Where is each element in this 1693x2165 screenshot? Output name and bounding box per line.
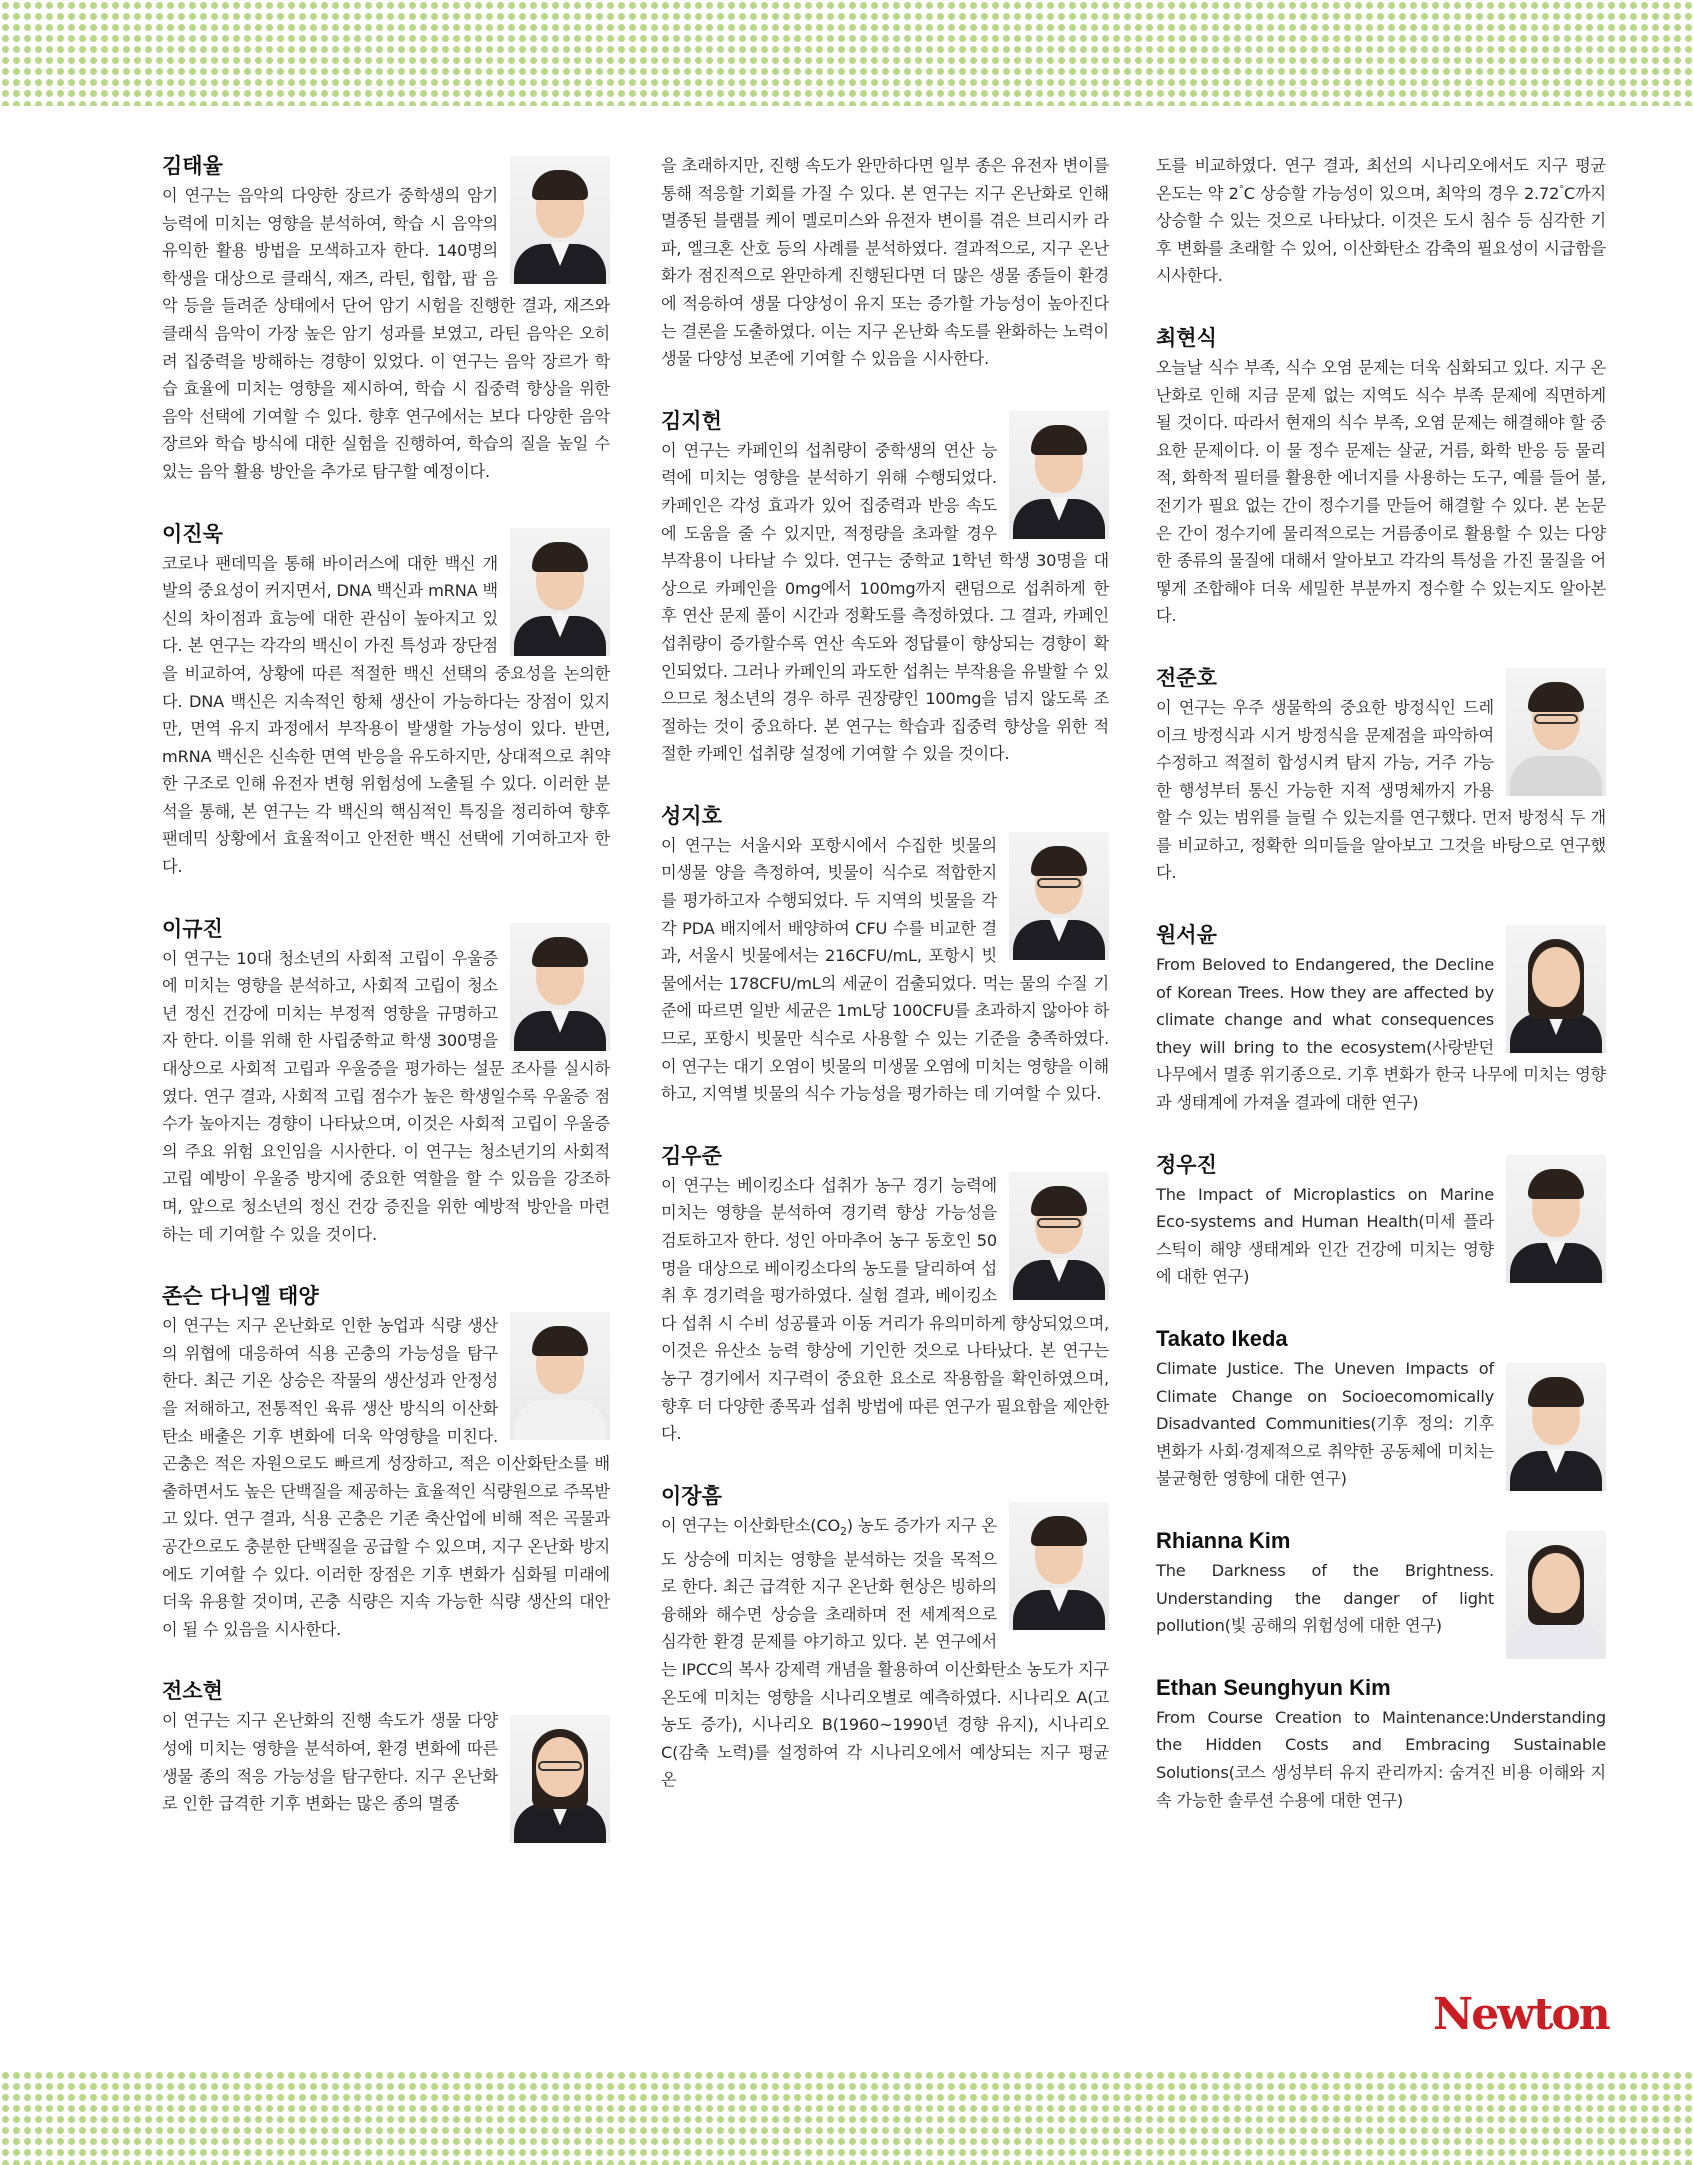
entry-jeong-ujin [1156, 1151, 1606, 1291]
entry-jeon-sohyun-cont [661, 152, 1109, 373]
column-2 [661, 152, 1109, 1828]
student-photo [510, 156, 610, 284]
entry-johnson [162, 1282, 610, 1643]
entry-jeon-sohyun [162, 1677, 610, 1817]
student-photo [1009, 411, 1109, 539]
abstract-text: The Darkness of the Brightness. Understanding the danger of light pollution(빛 공해의 위험성에 대한 연구) [1156, 1560, 1494, 1636]
column-3 [1156, 152, 1606, 1848]
abstract-text: 이 연구는 10대 청소년의 사회적 고립이 우울증에 미치는 영향을 분석하고, 사회적 고립이 청소년 정신 건강에 미치는 부정적 영향을 규명하고자 한다. 이를 위해 한 사립중학교 학생 300명을 대상으로 사회적 고립과 우울증을 평가하는 설문 조사를 실시하였다. 연구 결과, 사회적 고립 점수가 높은 학생일수록 우울증 점수가 높아지는 경향이 나타났으며, 이것은 사회적 고립이 우울증의 주요 위험 요인임을 시사한다. 이 연구는 청소년기의 사회적 고립 예방이 우울증 방지에 중요한 역할을 할 수 있음을 강조하며, 앞으로 청소년의 정신 건강 증진을 위한 예방적 방안을 마련하는 데 기여할 수 있을 것이다. [162, 948, 610, 1244]
student-photo [510, 528, 610, 656]
author-name: 이진욱 [162, 521, 223, 546]
author-name: 전소현 [162, 1679, 223, 1704]
entry-rhianna [1156, 1527, 1606, 1640]
entry-choi-hyunsik [1156, 324, 1606, 630]
abstract-text: 이 연구는 우주 생물학의 중요한 방정식인 드레이크 방정식과 시거 방정식을 문제점을 파악하여 수정하고 적절히 합성시켜 탐지 가능, 거주 가능한 행성부터 통신 가능한 지적 생명체까지 가용할 수 있는 범위를 늘릴 수 있는지를 연구했다. 먼저 방정식 두 개를 비교하고, 정확한 의미들을 알아보고 그것을 바탕으로 연구했다. [1156, 697, 1606, 883]
student-photo [1009, 1172, 1109, 1300]
subscript-2: 2 [839, 1524, 847, 1538]
author-name: 김우준 [661, 1143, 722, 1168]
bottom-dot-border [0, 2070, 1693, 2165]
author-name: 정우진 [1156, 1152, 1217, 1177]
abstract-text: 이 연구는 지구 온난화의 진행 속도가 생물 다양성에 미치는 영향을 분석하여, 환경 변화에 따른 생물 종의 적응 가능성을 탐구한다. 지구 온난화로 인한 급격한 기후 변화는 많은 종의 멸종 [162, 1711, 498, 1814]
student-photo [1506, 668, 1606, 796]
entry-lee-gyujin [162, 915, 610, 1249]
author-name: 이규진 [162, 916, 223, 941]
student-photo [1506, 925, 1606, 1053]
abstract-text-continued [1156, 152, 1606, 290]
text-part-b: ) 농도 증가가 지구 온도 상승에 미치는 영향을 분석하는 것을 목적으로 한다. 최근 급격한 지구 온난화 현상은 빙하의 융해와 해수면 상승을 초래하며 전 세계적으로 심각한 환경 문제를 야기하고 있다. 본 연구에서는 IPCC의 복사 강제력 개념을 활용하여 이산화탄소 농도가 지구 온도에 미치는 영향을 시나리오별로 예측하였다. 시나리오 A(고농도 증가), 시나리오 B(1960~1990년 경향 유지), 시나리오 C(감축 노력)를 설정하여 각 시나리오에서 예상되는 지구 평균 온 [661, 1515, 1109, 1790]
top-dot-border [0, 0, 1693, 106]
abstract-text: 이 연구는 서울시와 포항시에서 수집한 빗물의 미생물 양을 측정하여, 빗물이 식수로 적합한지를 평가하고자 수행되었다. 두 지역의 빗물을 각각 PDA 배지에서 배양하여 CFU 수를 비교한 결과, 서울시 빗물에서는 216CFU/mL, 포항시 빗물에서는 178CFU/mL의 세균이 검출되었다. 먹는 물의 수질 기준에 따르면 일반 세균은 1mL당 100CFU를 초과하지 않아야 하므로, 포항시 빗물만 식수로 사용할 수 있는 기준을 충족하였다. 이 연구는 대기 오염이 빗물의 미생물 오염에 미치는 영향을 이해하고, 지역별 빗물의 식수 가능성을 평가하는 데 기여할 수 있다. [661, 835, 1109, 1104]
entry-takato [1156, 1325, 1606, 1493]
degree-symbol: ° [1559, 184, 1565, 196]
abstract-text: 이 연구는 베이킹소다 섭취가 농구 경기 능력에 미치는 영향을 분석하여 경기력 향상 가능성을 검토하고자 한다. 성인 아마추어 농구 동호인 50명을 대상으로 베이킹소다의 농도를 달리하여 섭취 후 경기력을 평가하였다. 실험 결과, 베이킹소다 섭취 시 수비 성공률과 이동 거리가 유의미하게 향상되었으며, 이것은 유산소 능력 향상에 기인한 것으로 나타났다. 본 연구는 농구 경기에서 지구력이 중요한 요소로 작용함을 확인하였으며, 향후 더 다양한 종목과 섭취 방법에 따른 연구가 필요함을 제안한다. [661, 1175, 1109, 1444]
abstract-text: 이 연구는 지구 온난화로 인한 농업과 식량 생산의 위협에 대응하여 식용 곤충의 가능성을 탐구한다. 최근 기온 상승은 작물의 생산성과 안정성을 저해하고, 전통적인 육류 생산 방식의 이산화탄소 배출은 기후 변화에 더욱 악영향을 미친다. 곤충은 적은 자원으로도 빠르게 성장하고, 적은 이산화탄소를 배출하면서도 높은 단백질을 제공하는 효율적인 식량원으로 주목받고 있다. 연구 결과, 식용 곤충은 기존 축산업에 비해 적은 곡물과 공간으로도 충분한 단백질을 공급할 수 있으며, 지구 온난화 방지에도 기여할 수 있다. 이러한 장점은 기후 변화가 심화될 미래에 더욱 유용할 것이며, 곤충 식량은 지속 가능한 식량 생산의 대안이 될 수 있음을 시사한다. [162, 1316, 610, 1639]
student-photo [1009, 832, 1109, 960]
student-photo [510, 1312, 610, 1440]
author-name: 원서윤 [1156, 923, 1217, 948]
student-photo [1506, 1531, 1606, 1659]
student-photo [510, 1715, 610, 1843]
text-part-c2: C 상승할 가능성이 있으며, 최악의 경우 2.72 [1243, 183, 1560, 203]
author-name: Ethan Seunghyun Kim [1156, 1674, 1391, 1700]
author-name: Takato Ikeda [1156, 1326, 1288, 1351]
author-name: Rhianna Kim [1156, 1527, 1291, 1553]
student-photo [1506, 1363, 1606, 1491]
text-part-c3: C까지 상승할 수 있는 것으로 나타났다. 이것은 도시 침수 등 심각한 기후 변화를 초래할 수 있어, 이산화탄소 감축의 필요성이 시급함을 시사한다. [1156, 183, 1606, 286]
author-name: 성지호 [661, 803, 722, 828]
author-name: 최현식 [1156, 325, 1217, 350]
abstract-text: 코로나 팬데믹을 통해 바이러스에 대한 백신 개발의 중요성이 커지면서, DNA 백신과 mRNA 백신의 차이점과 효능에 대한 관심이 높아지고 있다. 본 연구는 각각의 백신이 가진 특성과 장단점을 비교하여, 상황에 따른 적절한 백신 선택의 중요성을 논의한다. DNA 백신은 지속적인 항체 생산이 가능하다는 장점이 있지만, 면역 유지 과정에서 부작용이 발생할 가능성이 있다. 반면, mRNA 백신은 신속한 면역 반응을 유도하지만, 상대적으로 취약한 구조로 인해 유전자 변형 위험성에 노출될 수 있다. 이러한 분석을 통해, 본 연구는 각 백신의 핵심적인 특징을 정리하여 향후 팬데믹 상황에서 효율적이고 안전한 백신 선택에 기여하고자 한다. [162, 553, 610, 877]
student-photo [1009, 1502, 1109, 1630]
author-name: 김태율 [162, 154, 223, 178]
entry-lee-janghum-cont [1156, 152, 1606, 290]
author-name: 전준호 [1156, 665, 1217, 690]
abstract-text-continued: 을 초래하지만, 진행 속도가 완만하다면 일부 종은 유전자 변이를 통해 적응할 기회를 가질 수 있다. 본 연구는 지구 온난화로 인해 멸종된 블램블 케이 멜로미스와 유전자 변이를 겪은 브리시카 라파, 엘크혼 산호 등의 사례를 분석하였다. 결과적으로, 지구 온난화가 점진적으로 완만하게 진행된다면 더 많은 생물 종들이 환경에 적응하여 생물 다양성이 유지 또는 증가할 가능성이 높아진다는 결론을 도출하였다. 이는 지구 온난화 속도를 완화하는 노력이 생물 다양성 보존에 기여할 수 있음을 시사한다. [661, 156, 1109, 369]
entry-ethan [1156, 1674, 1606, 1814]
abstract-text: The Impact of Microplastics on Marine Eco-systems and Human Health(미세 플라스틱이 해양 생태계와 인간 건강에 미치는 영향에 대한 연구) [1156, 1184, 1494, 1287]
student-photo [1506, 1155, 1606, 1283]
degree-symbol: ° [1238, 184, 1244, 196]
abstract-text: From Beloved to Endangered, the Decline of Korean Trees. How they are affected by climate change and what consequences they will bring to the ecosystem(사랑받던 나무에서 멸종 위기종으로. 기후 변화가 한국 나무에 미치는 영향과 생태계에 가져올 결과에 대한 연구) [1156, 955, 1606, 1113]
author-name: 김지헌 [661, 408, 722, 433]
entry-kim-taeyul [162, 152, 610, 486]
entry-jeon-junho [1156, 664, 1606, 887]
entry-won-seoyun [1156, 921, 1606, 1117]
author-name: 이장흠 [661, 1483, 722, 1508]
entry-lee-jinuk [162, 520, 610, 881]
abstract-text: 이 연구는 카페인의 섭취량이 중학생의 연산 능력에 미치는 영향을 분석하기 위해 수행되었다. 카페인은 각성 효과가 있어 집중력과 반응 속도에 도움을 줄 수 있지만, 적정량을 초과할 경우 부작용이 나타날 수 있다. 연구는 중학교 1학년 학생 30명을 대상으로 카페인을 0mg에서 100mg까지 랜덤으로 섭취하게 한 후 연산 문제 풀이 시간과 정확도를 측정하였다. 그 결과, 카페인 섭취량이 증가할수록 연산 속도와 정답률이 향상되는 경향이 확인되었다. 그러나 카페인의 과도한 섭취는 부작용을 유발할 수 있으므로 청소년의 경우 하루 권장량인 100mg을 넘지 않도록 조절하는 것이 중요하다. 본 연구는 학습과 집중력 향상을 위한 적절한 카페인 섭취량 설정에 기여할 수 있을 것이다. [661, 440, 1109, 764]
column-1 [162, 152, 610, 1852]
abstract-text: 이 연구는 음악의 다양한 장르가 중학생의 암기 능력에 미치는 영향을 분석하여, 학습 시 음악의 유익한 활용 방법을 모색하고자 한다. 140명의 학생을 대상으로 클래식, 재즈, 라틴, 힙합, 팝 음악 등을 들려준 상태에서 단어 암기 시험을 진행한 결과, 재즈와 클래식 음악이 가장 높은 암기 성과를 보였고, 라틴 음악은 오히려 집중력을 방해하는 경향이 있었다. 이 연구는 음악 장르가 학습 효율에 미치는 영향을 제시하여, 학습 시 집중력 향상을 위한 음악 선택에 기여할 수 있다. 향후 연구에서는 보다 다양한 음악 장르와 학습 방식에 대한 실험을 진행하여, 학습의 질을 높일 수 있는 음악 활용 방안을 추가로 탐구할 예정이다. [162, 186, 610, 481]
abstract-text: From Course Creation to Maintenance:Understanding the Hidden Costs and Embracing Sustainable Solutions(코스 생성부터 유지 관리까지: 숨겨진 비용 이해와 지속 가능한 솔루션 수용에 대한 연구) [1156, 1707, 1606, 1810]
text-part-a: 이 연구는 이산화탄소(CO [661, 1515, 840, 1535]
abstract-text: 오늘날 식수 부족, 식수 오염 문제는 더욱 심화되고 있다. 지구 온난화로 인해 지금 문제 없는 지역도 식수 부족 문제에 직면하게 될 것이다. 따라서 현재의 식수 부족, 오염 문제는 해결해야 할 중요한 문제이다. 이 물 정수 문제는 살균, 거름, 화학 반응 등 물리적, 화학적 필터를 활용한 에너지를 사용하는 도구, 예를 들어 불, 전기가 필요 없는 간이 정수기를 만들어 해결할 수 있다. 본 논문은 간이 정수기에 물리적으로는 거름종이로 활용할 수 있는 다양한 종류의 물질에 대해서 알아보고 각각의 특성을 가진 물질을 어떻게 조합해야 더욱 세밀한 부분까지 정수할 수 있는지도 알아본다. [1156, 357, 1606, 626]
entry-kim-jihun [661, 407, 1109, 768]
author-name: 존슨 다니엘 태양 [162, 1284, 319, 1309]
newton-logo: Newton [1433, 1989, 1609, 2040]
entry-lee-janghum [661, 1482, 1109, 1794]
entry-seong-jiho [661, 802, 1109, 1108]
student-photo [510, 923, 610, 1051]
abstract-text: Climate Justice. The Uneven Impacts of Climate Change on Socioecomomically Disadvanted Communities(기후 정의: 기후 변화가 사회·경제적으로 취약한 공동체에 미치는 불균형한 영향에 대한 연구) [1156, 1359, 1494, 1489]
text-part-c1: 도를 비교하였다. 연구 결과, 최선의 시나리오에서도 지구 평균 온도는 약 2 [1156, 156, 1606, 203]
entry-kim-ujun [661, 1142, 1109, 1448]
